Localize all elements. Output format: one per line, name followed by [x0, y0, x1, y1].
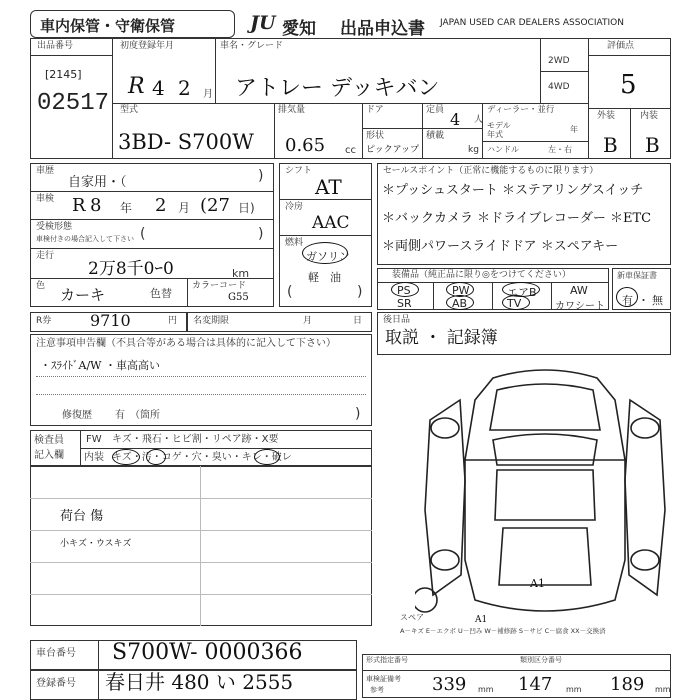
inspection-era: R [72, 195, 86, 216]
accept-sub: 車検付きの場合記入して下さい [36, 235, 134, 243]
diagram-wheel-rr [631, 550, 659, 570]
exterior-score: B [603, 133, 618, 157]
inspection-month: 2 [155, 195, 167, 216]
diagram-hood [490, 384, 600, 430]
inspection-day: (27 [200, 195, 230, 216]
diagram-spare-mark: A1 [475, 615, 488, 625]
ac-value: AAC [312, 213, 350, 233]
notes-label: 注意事項申告欄（不具合等がある場合は具体的に記入して下さい） [36, 338, 336, 349]
capacity-label: 定員 [426, 105, 445, 115]
handle-label: ハンドル [487, 145, 519, 154]
inspector-label-1: 検査員 [34, 435, 64, 446]
displacement-value: 0.65 [285, 135, 326, 156]
repair-label: 修復歴 [62, 410, 92, 421]
displacement-label: 排気量 [278, 105, 306, 115]
inspection-label: 車検 [36, 194, 55, 204]
inspection-month-unit: 月 [178, 201, 191, 215]
storage-title: 車内保管・守衛保管 [40, 17, 176, 35]
history-close-paren: ) [258, 168, 264, 184]
equip-sr: SR [397, 297, 412, 310]
capacity-unit: 人 [474, 115, 484, 125]
first-reg-year: 4 [152, 76, 165, 100]
form-title: 出品申込書 [340, 19, 425, 39]
diagram-wheel-rl [431, 550, 459, 570]
inspector-int-label: 内装 [84, 452, 104, 463]
handle-options: 左・右 [548, 145, 572, 154]
notes-value: ・ｽﾗｲﾄﾞA/W ・車高高い [40, 359, 160, 372]
dealer-model-label: モデル [487, 121, 511, 130]
recycle-unit: 円 [168, 316, 178, 326]
color-value: カーキ [60, 286, 106, 304]
diagram-cabin [495, 470, 595, 520]
equip-ps-circle [391, 282, 419, 297]
equip-ab: AB [452, 297, 468, 310]
doors-label: ドア [366, 105, 384, 115]
exterior-label: 外装 [597, 111, 616, 121]
accept-label: 受検形態 [36, 222, 73, 232]
first-reg-era: R [128, 74, 145, 99]
association-name: JAPAN USED CAR DEALERS ASSOCIATION [440, 18, 624, 28]
inspector-fw-items: キズ・飛石・ヒビ割・リペア跡・X要 [112, 434, 279, 445]
equip-ps: PS [397, 284, 411, 297]
damage-legend: A－キズ E－エクボ U－凹み W－補修跡 S－サビ C－腐食 XX－交換済 [400, 627, 606, 635]
load-label: 積載 [426, 131, 445, 141]
recycle-label: R券 [36, 316, 52, 326]
plate-value: 春日井 480 い 2555 [105, 670, 294, 694]
mileage-unit: km [232, 267, 250, 280]
name-grade-label: 車名・グレード [220, 41, 284, 51]
warranty-separator: ・ [638, 294, 649, 307]
bottom-mm-3: mm [655, 685, 671, 694]
diagram-spare-label: スペア [400, 613, 424, 622]
grade-score-label: 評価点 [607, 41, 635, 51]
color-change-label: 色替 [150, 287, 172, 300]
bottom-mm-1: mm [478, 685, 494, 694]
sales-point-line-1: ＊プッシュスタート ＊ステアリングスイッチ [382, 183, 644, 198]
name-change-label: 名変期限 [193, 316, 230, 326]
bottom-value-3: 189 [610, 674, 645, 695]
inspector-note-1: 荷台 傷 [60, 509, 104, 524]
diagram-wheel-fl [431, 418, 459, 438]
sales-point-line-3: ＊両側パワースライドドア ＊スペアキー [382, 239, 619, 254]
bottom-value-2: 147 [518, 674, 553, 695]
dealer-reg-label: 年式 [487, 130, 503, 139]
drive-4wd: 4WD [548, 82, 570, 92]
history-label: 車歴 [36, 166, 55, 176]
grade-score-value: 5 [620, 70, 637, 100]
interior-label: 内装 [640, 111, 659, 121]
warranty-no: 無 [652, 294, 663, 307]
fuel-close-paren: ) [357, 284, 363, 300]
int-dirt-circle [146, 449, 166, 465]
shift-label: シフト [285, 166, 313, 176]
int-scratch-circle [112, 449, 140, 465]
name-change-month: 月 [303, 316, 313, 326]
equip-aw: AW [570, 284, 588, 297]
color-label: 色 [36, 281, 46, 291]
inspection-year-unit: 年 [120, 201, 133, 215]
ju-logo: JU [250, 12, 276, 34]
diagram-wheel-fr [631, 418, 659, 438]
after-day-value: 取説 ・ 記録簿 [385, 328, 498, 348]
name-change-day: 日 [353, 316, 363, 326]
accept-open-paren: ( [140, 226, 146, 242]
accept-close-paren: ) [258, 226, 264, 242]
inspector-int-items: キズ・汚・コゲ・穴・臭い・キレ・破レ [112, 452, 292, 463]
bottom-right-r2: 類別区分番号 [520, 656, 562, 664]
inspection-year: 8 [90, 195, 102, 216]
history-value: 自家用・（ [68, 175, 127, 190]
color-code-label: カラーコード [192, 281, 247, 291]
name-grade-value: アトレー デッキバン [235, 76, 440, 101]
fuel-diesel: 軽 油 [308, 271, 341, 284]
diagram-body-outline [465, 370, 625, 611]
equip-airbag: エアB [507, 286, 537, 299]
equip-leather: カワシート [555, 301, 605, 312]
warranty-yes-circle [616, 287, 638, 307]
inspector-label-2: 記入欄 [34, 450, 64, 461]
color-code-value: G55 [228, 292, 249, 303]
bottom-value-1: 339 [432, 674, 467, 695]
diagram-spare-tire [415, 588, 437, 612]
dealer-label: ディーラー・並行 [487, 105, 555, 115]
fuel-open-paren: ( [287, 284, 293, 300]
shift-value: AT [315, 175, 342, 199]
load-unit: kg [468, 145, 479, 155]
first-reg-label: 初度登録年月 [120, 41, 175, 51]
warranty-label: 新車保証書 [617, 271, 657, 280]
shape-label: 形状 [366, 131, 385, 141]
inspector-fw: FW [86, 434, 102, 445]
org-name: 愛知 [282, 19, 316, 39]
repair-value: 有 （箇所 [115, 410, 160, 421]
equip-tv: TV [507, 297, 522, 310]
displacement-unit: cc [345, 145, 356, 156]
fuel-label: 燃料 [285, 238, 304, 248]
equip-ab-circle [446, 295, 474, 310]
equip-pw: PW [452, 284, 470, 297]
model-value: 3BD- S700W [118, 130, 254, 154]
chassis-label: 車台番号 [36, 648, 76, 659]
after-day-label: 後日品 [383, 315, 411, 325]
int-smell-circle [254, 449, 280, 465]
sales-point-line-2: ＊バックカメラ ＊ドライブレコーダー ＊ETC [382, 211, 652, 226]
dealer-year-label: 年 [570, 125, 578, 134]
drive-2wd: 2WD [548, 56, 570, 66]
model-label: 型式 [120, 105, 139, 115]
bottom-right-r1: 形式指定番号 [366, 656, 408, 664]
warranty-yes: 有 [622, 294, 633, 307]
first-reg-month-unit: 月 [203, 89, 213, 100]
plate-label: 登録番号 [36, 678, 76, 689]
ac-label: 冷房 [285, 202, 304, 212]
sales-points-label: セールスポイント（正常に機能するものに限ります） [383, 166, 599, 176]
inspection-day-unit: 日) [238, 201, 255, 215]
first-reg-month-value: 2 [178, 76, 191, 100]
fuel-gas: ガソリン [306, 250, 350, 263]
diagram-mark-a1-front: A1 [530, 577, 545, 590]
equip-tv-circle [502, 295, 530, 310]
bottom-right-r3: 車検証備考 [366, 675, 401, 683]
lot-sub: [2145] [45, 68, 82, 81]
lot-number: 02517 [37, 90, 110, 117]
bottom-right-r4: 参考 [370, 686, 384, 694]
shape-value: ピックアップ [366, 145, 420, 155]
mileage-label: 走行 [36, 251, 55, 261]
equipment-label: 装備品（純正品に限り◎をつけてください） [392, 270, 571, 280]
bottom-mm-2: mm [566, 685, 582, 694]
interior-score: B [645, 133, 660, 157]
lot-label: 出品番号 [37, 41, 74, 51]
recycle-value: 9710 [90, 311, 131, 330]
mileage-value: 2万8千0ｰ0 [88, 259, 174, 279]
diagram-bed [499, 528, 591, 585]
inspector-note-2: 小キズ・ウスキズ [60, 539, 132, 549]
repair-close-paren: ) [355, 406, 361, 422]
vehicle-damage-diagram [415, 360, 675, 630]
chassis-value: S700W- 0000366 [112, 640, 303, 665]
capacity-value: 4 [450, 110, 461, 129]
